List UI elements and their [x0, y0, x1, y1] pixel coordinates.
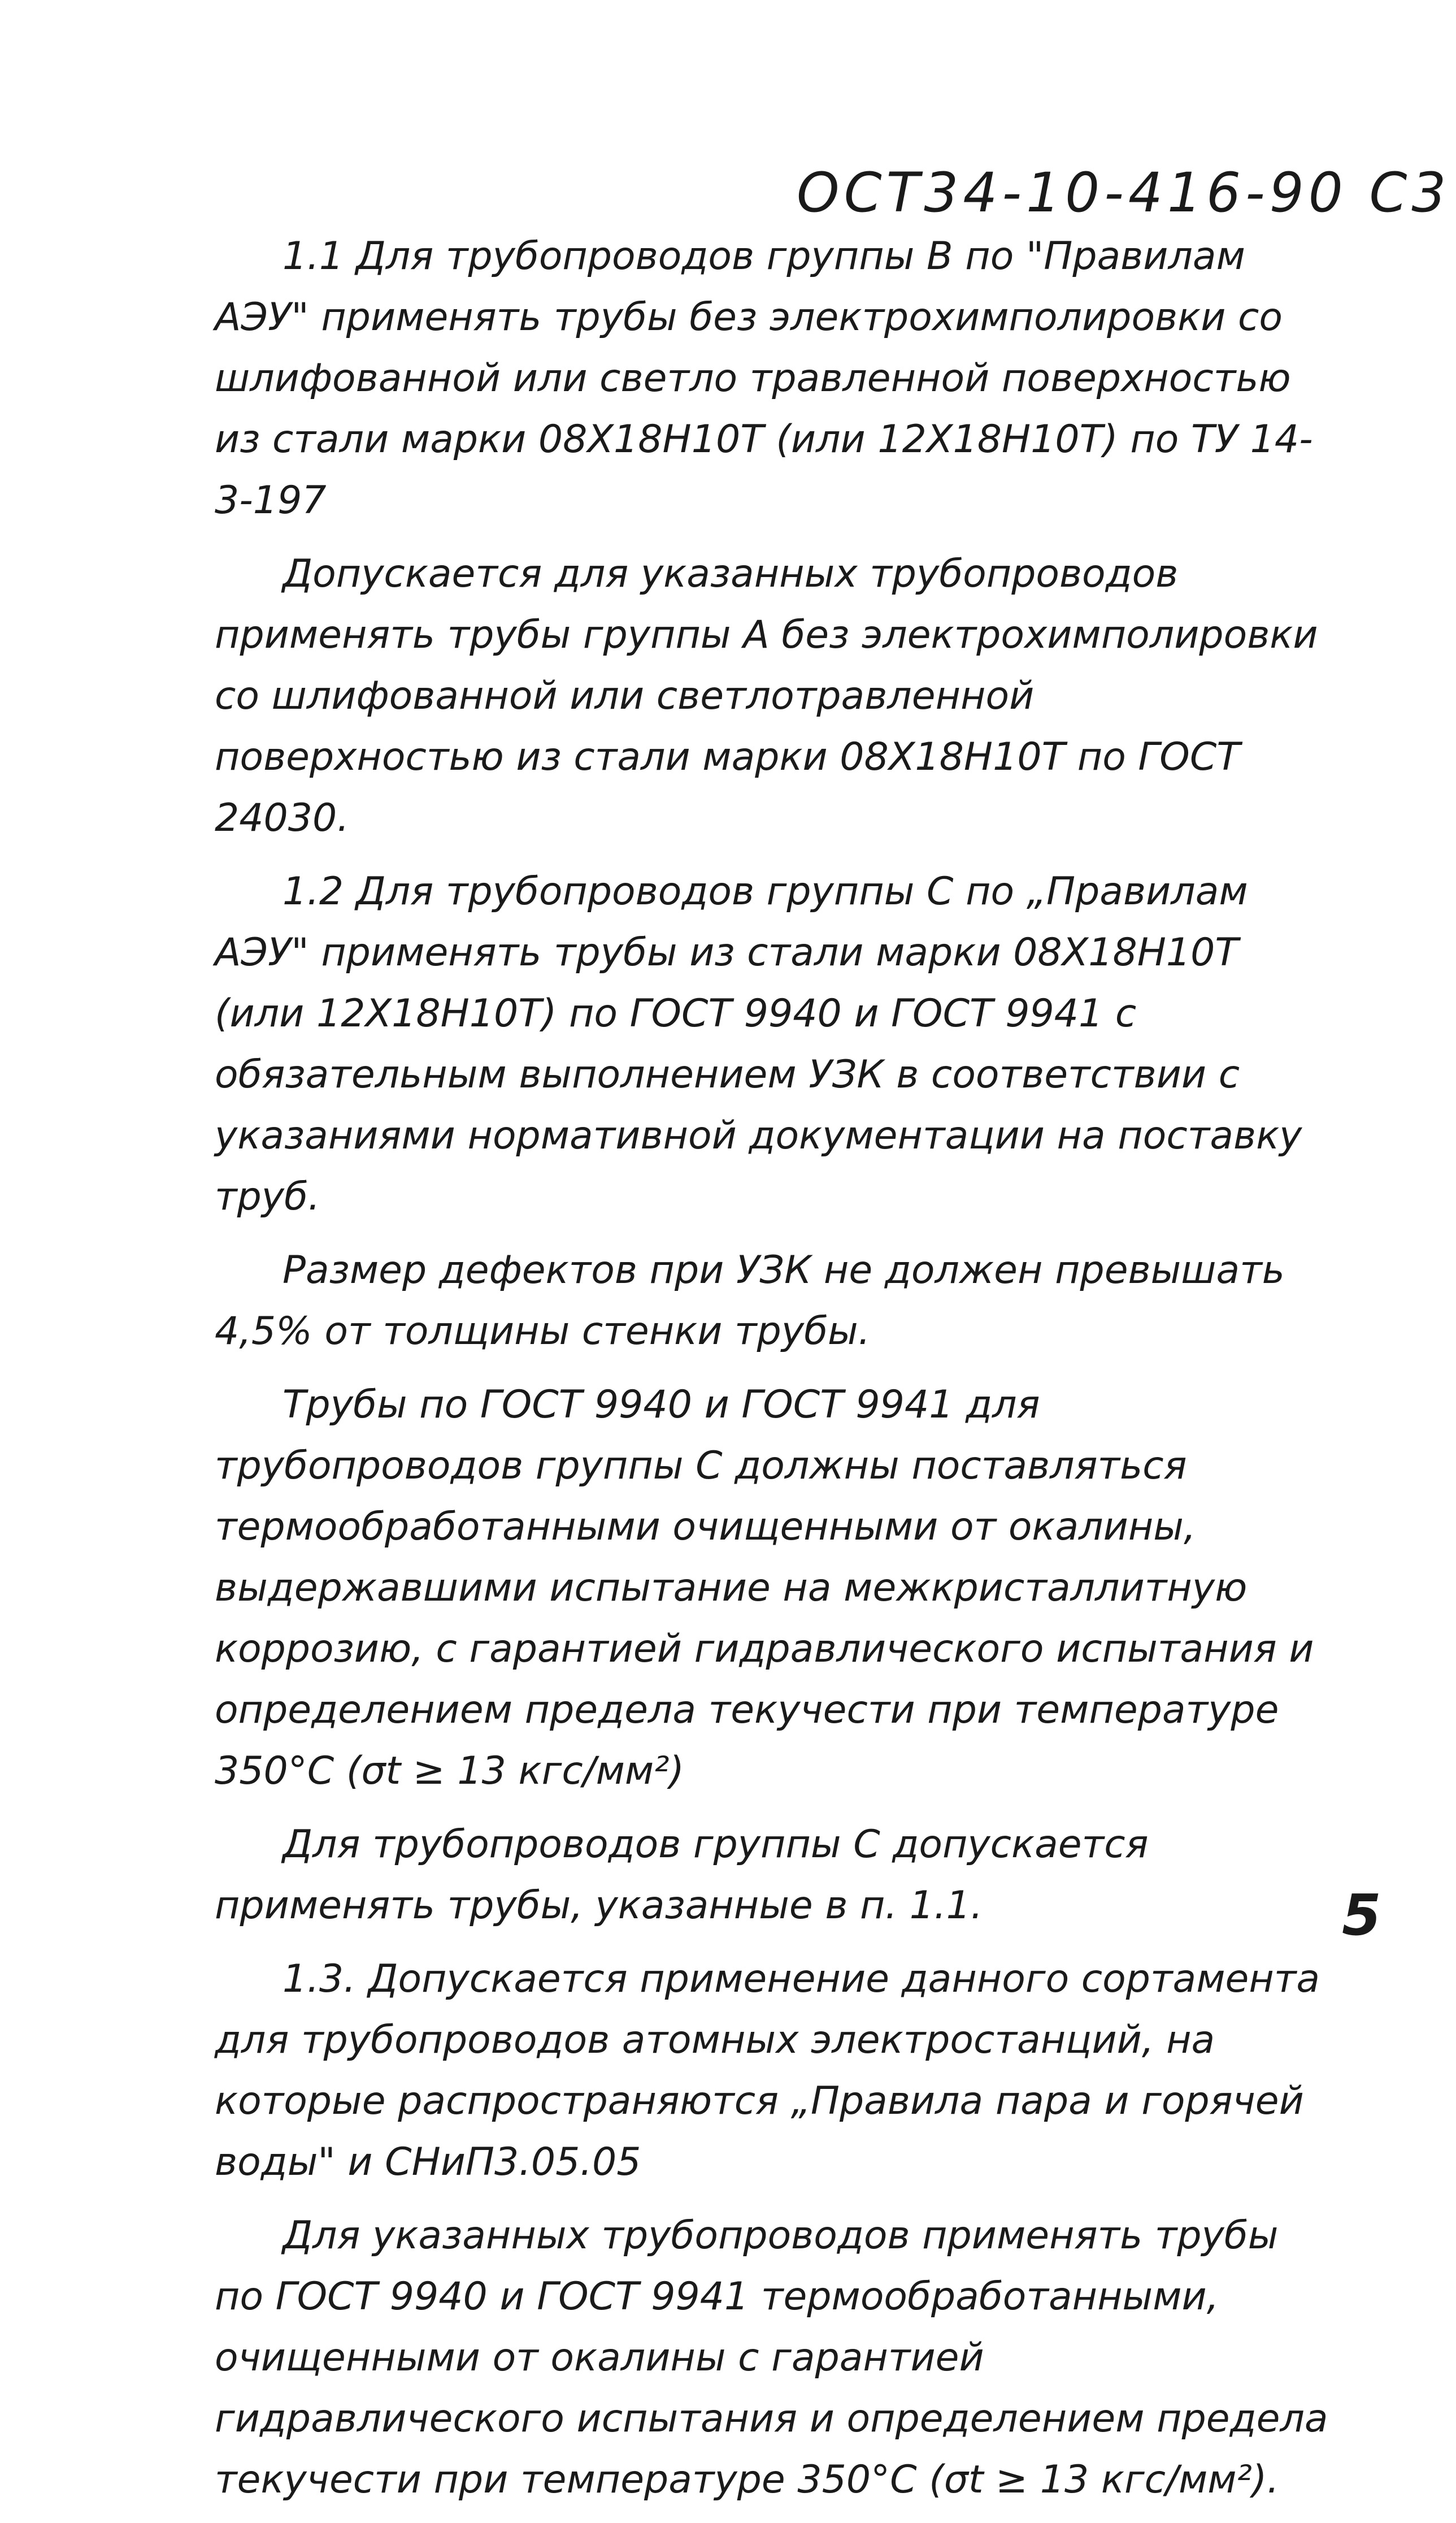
paragraph-group-c-allowance: Для трубопроводов группы С допускается применять трубы, указанные в п. 1.1. — [215, 1822, 1149, 1928]
document-body — [215, 226, 1333, 2523]
paragraph-1-1: 1.1 Для трубопроводов группы В по "Правилам АЭУ" применять трубы без электрохимполировки со шлифованной или светло травленной поверхностью из стали марки 08Х18Н10Т (или 12Х18Н10Т) по ТУ 14-3-197 — [215, 234, 1313, 523]
paragraph-1-3: 1.3. Допускается применение данного сортамента для трубопроводов атомных электростанций, на которые распространяются „Правила пара и горячей воды" и СНиП3.05.05 — [215, 1957, 1320, 2184]
page-number: 5 — [1342, 1882, 1381, 1948]
paragraph-defect-size: Размер дефектов при УЗК не должен превышать 4,5% от толщины стенки трубы. — [215, 1248, 1285, 1354]
document-code-header: ОСТ34-10-416-90 С3 — [797, 161, 1451, 224]
paragraph-1-3-requirements: Для указанных трубопроводов применять трубы по ГОСТ 9940 и ГОСТ 9941 термообработанными, очищенными от окалины с гарантией гидравлического испытания и определением предела текучести при температуре 350°С (σt ≥ 13 кгс/мм²). — [215, 2213, 1328, 2502]
paragraph-1-2: 1.2 Для трубопроводов группы С по „Правилам АЭУ" применять трубы из стали марки 08Х18Н10Т (или 12Х18Н10Т) по ГОСТ 9940 и ГОСТ 9941 с обязательным выполнением УЗК в соответствии с указаниями нормативной документации на поставку труб. — [215, 869, 1302, 1219]
paragraph-1-1-allowance: Допускается для указанных трубопроводов применять трубы группы А без электрохимполировки со шлифованной или светлотравленной поверхностью из стали марки 08Х18Н10Т по ГОСТ 24030. — [215, 552, 1318, 840]
paragraph-pipe-delivery: Трубы по ГОСТ 9940 и ГОСТ 9941 для трубопроводов группы С должны поставляться термообработанными очищенными от окалины, выдержавшими испытание на межкристаллитную коррозию, с гарантией гидравлического испытания и определением предела текучести при температуре 350°С (σt ≥ 13 кгс/мм²) — [215, 1382, 1314, 1793]
